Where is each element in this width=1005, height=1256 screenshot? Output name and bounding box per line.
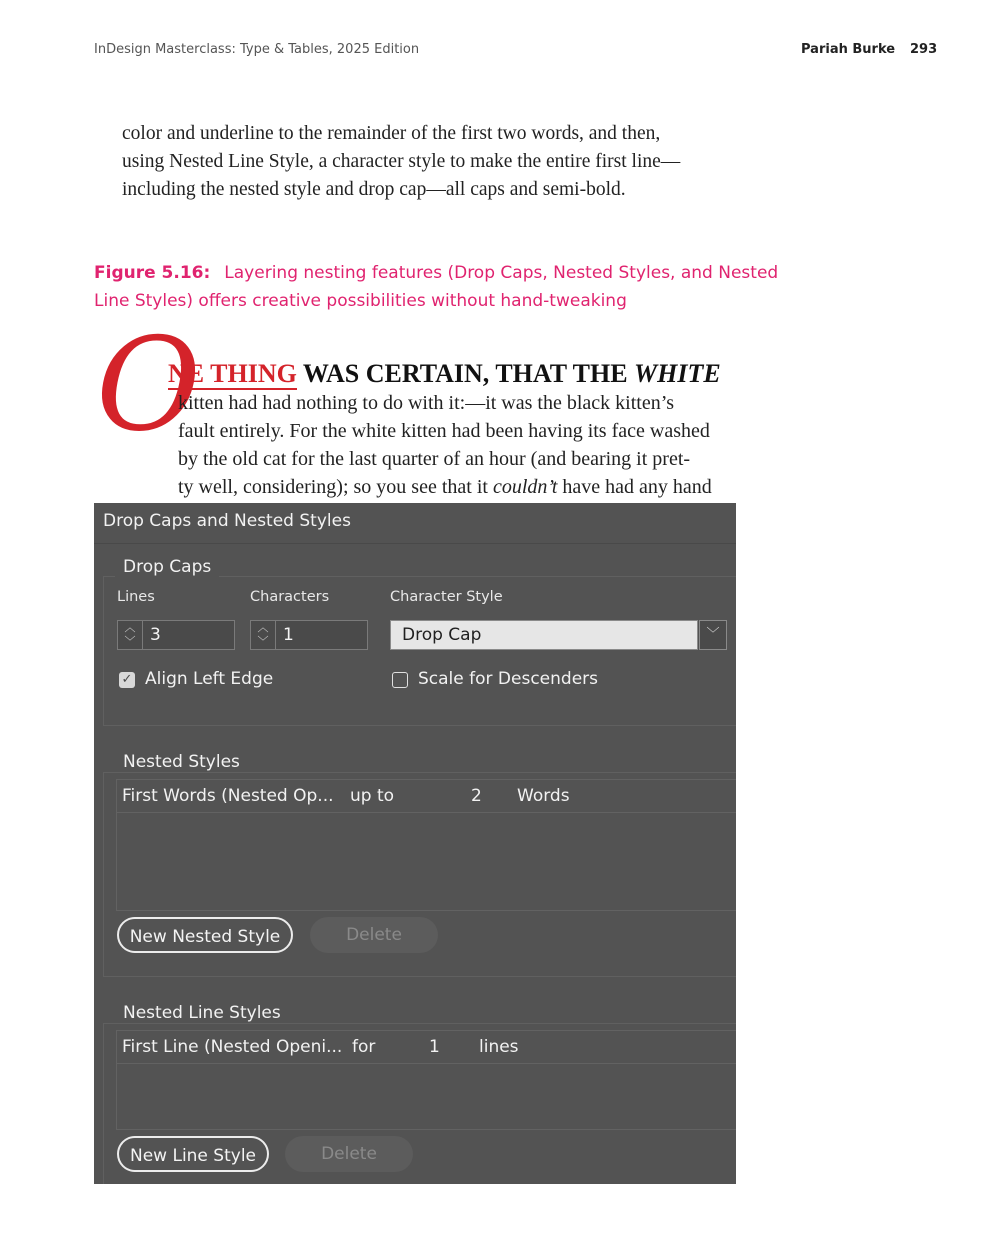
character-style-label: Character Style — [390, 589, 503, 605]
body-line: including the nested style and drop cap—all caps and semi-bold. — [122, 179, 626, 200]
lines-label: Lines — [117, 589, 155, 605]
scale-descenders-checkbox[interactable] — [392, 672, 408, 688]
nested-style-count[interactable]: 2 — [471, 786, 482, 806]
dialog-title: Drop Caps and Nested Styles — [103, 511, 351, 531]
character-style-value: Drop Cap — [402, 625, 482, 645]
nested-styles-legend: Nested Styles — [115, 752, 248, 772]
character-style-select[interactable] — [390, 620, 698, 650]
line-style-rule[interactable]: for — [352, 1037, 376, 1057]
nested-line-styles-list[interactable] — [116, 1030, 736, 1130]
chevron-down-icon[interactable]: ﹀ — [257, 635, 269, 648]
nested-style-words: NE THING — [168, 359, 297, 388]
running-head: InDesign Masterclass: Type & Tables, 2025 Edition — [94, 42, 420, 57]
characters-value[interactable]: 1 — [283, 625, 294, 645]
nested-style-rule[interactable]: up to — [350, 786, 395, 806]
page-number: 293 — [910, 42, 938, 57]
scale-descenders-label[interactable]: Scale for Descenders — [418, 669, 599, 689]
sample-line-4 — [178, 476, 712, 499]
body-line: color and underline to the remainder of the first two words, and then, — [122, 123, 661, 144]
figure-caption — [94, 259, 779, 315]
nested-style-unit[interactable]: Words — [517, 786, 570, 806]
chevron-down-icon[interactable]: ﹀ — [699, 620, 727, 650]
line-style-count[interactable]: 1 — [429, 1037, 440, 1057]
caption-line — [94, 259, 779, 287]
first-line-italic: WHITE — [634, 359, 721, 388]
lines-value[interactable]: 3 — [150, 625, 161, 645]
lines-stepper[interactable] — [117, 620, 235, 650]
delete-nested-style-button[interactable]: Delete — [310, 917, 438, 953]
caption-text-2: Line Styles) offers creative possibilities without hand-tweaking — [94, 291, 627, 311]
figure-label: Figure 5.16: — [94, 263, 211, 283]
sample-line-4-post: have had any hand — [557, 476, 712, 498]
sample-line-2: fault entirely. For the white kitten had been having its face washed — [178, 420, 710, 442]
first-line-rest: WAS CERTAIN, THAT THE — [296, 359, 635, 388]
nested-styles-list[interactable] — [116, 779, 736, 911]
body-line: using Nested Line Style, a character style to make the entire first line— — [122, 151, 681, 172]
sample-line-3: by the old cat for the last quarter of an hour (and bearing it pret- — [178, 448, 691, 470]
characters-stepper-arrows[interactable] — [251, 621, 276, 649]
align-left-edge-label[interactable]: Align Left Edge — [145, 669, 274, 689]
characters-stepper[interactable] — [250, 620, 368, 650]
characters-label: Characters — [250, 589, 330, 605]
new-nested-style-button[interactable]: New Nested Style — [117, 917, 293, 953]
lines-stepper-arrows[interactable] — [118, 621, 143, 649]
sample-line-4-italic: couldn’t — [492, 476, 558, 498]
chevron-up-icon[interactable]: ︿ — [257, 621, 269, 634]
sample-line-4-pre: ty well, considering); so you see that it — [178, 476, 493, 498]
nested-line-style-row[interactable] — [117, 1031, 736, 1064]
sample-first-line — [168, 358, 721, 390]
author-name: Pariah Burke — [801, 42, 896, 57]
sample-line-1: kitten had had nothing to do with it:—it was the black kitten’s — [178, 392, 675, 414]
line-style-name[interactable]: First Line (Nested Openi... — [122, 1037, 343, 1057]
drop-cap-letter: O — [96, 311, 201, 460]
chevron-down-icon[interactable]: ﹀ — [124, 635, 136, 648]
title-divider — [94, 543, 736, 544]
body-paragraph — [122, 120, 722, 204]
drop-caps-dialog — [94, 503, 736, 1184]
drop-caps-legend: Drop Caps — [115, 557, 219, 577]
nested-line-styles-legend: Nested Line Styles — [115, 1003, 289, 1023]
line-style-unit[interactable]: lines — [479, 1037, 519, 1057]
nested-style-row[interactable] — [117, 780, 736, 813]
nested-style-name[interactable]: First Words (Nested Op... — [122, 786, 334, 806]
align-left-edge-checkbox[interactable]: ✓ — [119, 672, 135, 688]
delete-line-style-button[interactable]: Delete — [285, 1136, 413, 1172]
chevron-up-icon[interactable]: ︿ — [124, 621, 136, 634]
new-line-style-button[interactable]: New Line Style — [117, 1136, 269, 1172]
caption-text-1: Layering nesting features (Drop Caps, Nested Styles, and Nested — [224, 263, 779, 283]
